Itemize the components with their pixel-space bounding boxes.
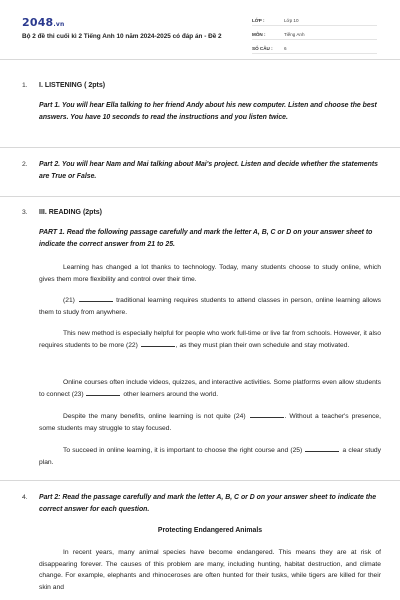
- answer-blank: [79, 296, 113, 302]
- document-title: Bộ 2 đề thi cuối kì 2 Tiếng Anh 10 năm 2024-2025 có đáp án - Đề 2: [22, 33, 222, 40]
- question-instruction: PART 1. Read the following passage carefully and mark the letter A, B, C or D on your answer sheet to indicate the correct answer from 21 to 25.: [39, 229, 373, 248]
- meta-row-class: [252, 16, 377, 26]
- passage-title: Protecting Endangered Animals: [157, 527, 263, 534]
- question-number: 3.: [22, 209, 28, 216]
- passage-paragraph: (21) traditional learning requires students to attend classes in person, online learning allows them to study from anywhere.: [39, 297, 381, 316]
- question-instruction: Part 1. You will hear Ella talking to her friend Andy about his new computer. Listen and choose the best answers. You have 10 seconds to read the instructions and you listen twice.: [39, 102, 377, 121]
- answer-blank: [141, 341, 175, 347]
- passage-paragraph: Learning has changed a lot thanks to technology. Today, many students choose to study online, which gives them more flexibility and control over their time.: [39, 264, 381, 283]
- meta-row-question-count: [252, 44, 377, 54]
- question-instruction: Part 2: Read the passage carefully and mark the letter A, B, C or D on your answer sheet to indicate the correct answer for each question.: [39, 494, 377, 513]
- passage-paragraph: This new method is especially helpful for people who work full-time or live far from schools. However, it also requires students to be more (22) , as they must plan their own schedule and stay motivated.: [39, 330, 381, 349]
- answer-blank: [250, 412, 284, 418]
- meta-label: LỚP :: [252, 18, 265, 23]
- meta-value: Tiếng Anh: [284, 32, 305, 37]
- meta-label: SỐ CÂU :: [252, 46, 273, 51]
- question-number: 1.: [22, 82, 28, 89]
- passage-paragraph: In recent years, many animal species have become endangered. This means they are at risk of disappearing forever. The causes of this problem are many, including hunting, habitat destruction, and climate change. For example, elephants and rhinoceroses are often hunted for their tusks, while tigers are killed for their skin and: [39, 549, 381, 591]
- question-number: 2.: [22, 161, 28, 168]
- passage-paragraph: Despite the many benefits, online learning is not quite (24) . Without a teacher's presence, some students may struggle to stay focused.: [39, 413, 381, 432]
- answer-blank: [86, 390, 120, 396]
- section-heading: I. LISTENING ( 2pts): [39, 82, 106, 89]
- passage-paragraph: To succeed in online learning, it is important to choose the right course and (25) a clear study plan.: [39, 447, 381, 466]
- divider: [0, 480, 400, 481]
- meta-label: MÔN :: [252, 32, 266, 37]
- question-instruction: Part 2. You will hear Nam and Mai talking about Mai's project. Listen and decide whether the statements are True or False.: [39, 161, 378, 180]
- answer-blank: [305, 446, 339, 452]
- meta-value: Lớp 10: [284, 18, 299, 23]
- meta-value: 6: [284, 46, 287, 51]
- divider: [0, 196, 400, 197]
- divider: [0, 147, 400, 148]
- site-logo[interactable]: 2048.vn: [22, 16, 65, 29]
- question-number: 4.: [22, 494, 28, 501]
- meta-row-subject: [252, 30, 377, 40]
- section-heading: III. READING (2pts): [39, 209, 103, 216]
- passage-paragraph: Online courses often include videos, quizzes, and interactive activities. Some platforms even allow students to connect (23) other learners around the world.: [39, 379, 381, 398]
- page-header: [0, 0, 400, 60]
